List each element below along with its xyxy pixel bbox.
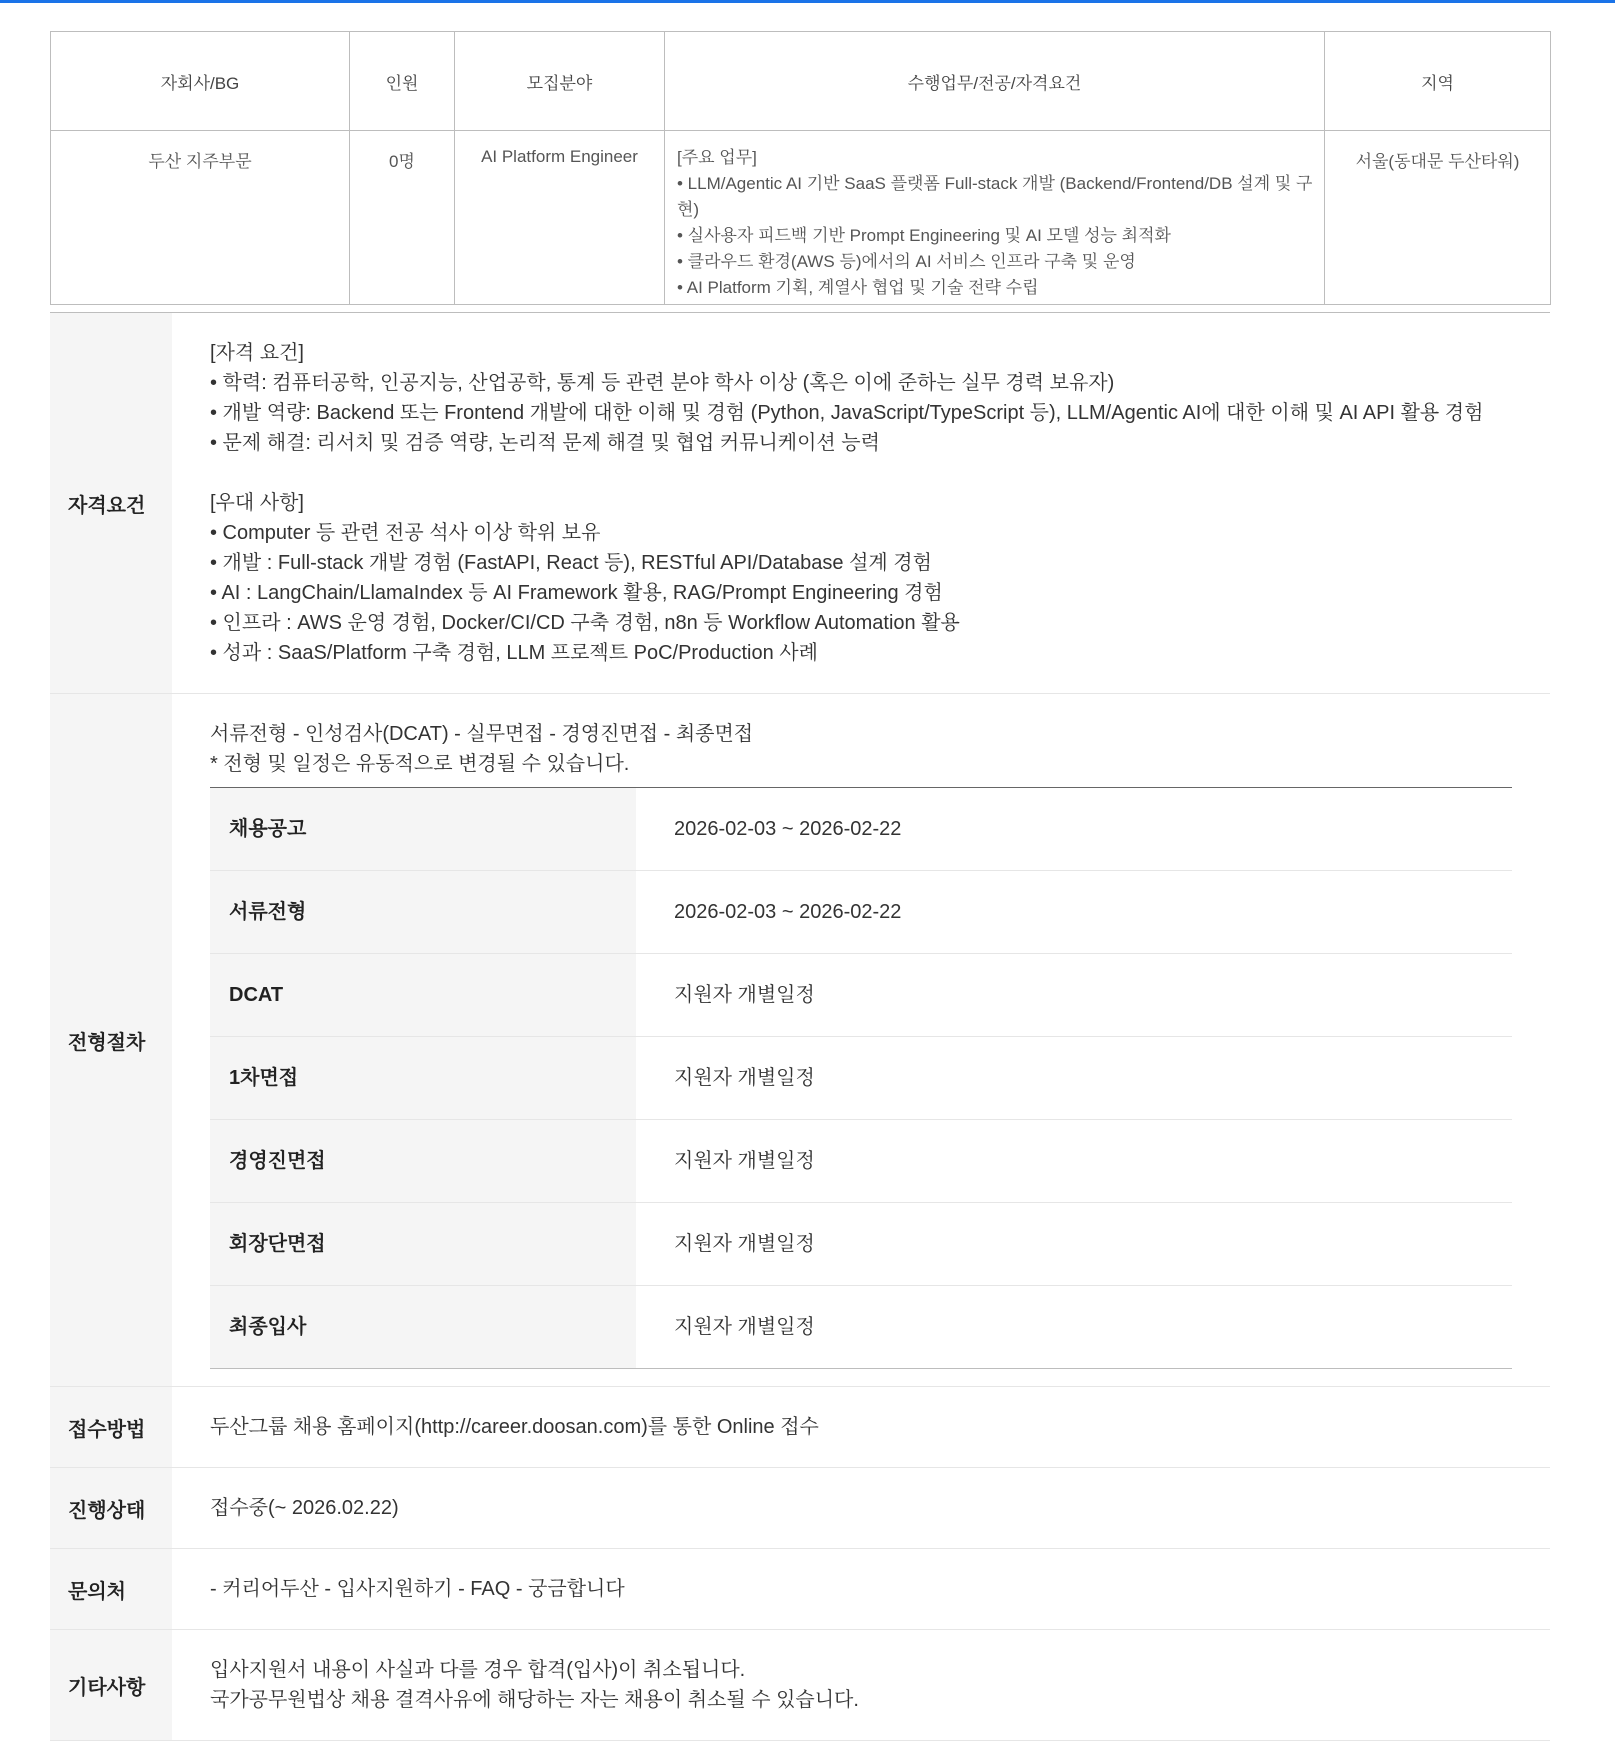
schedule-stage: 최종입사 [210, 1286, 636, 1369]
schedule-date: 지원자 개별일정 [636, 1120, 1512, 1203]
apply-method-content [172, 1387, 1550, 1467]
list-item: • AI : LangChain/LlamaIndex 등 AI Framework 활용, RAG/Prompt Engineering 경험 [210, 582, 943, 604]
header-duties: 수행업무/전공/자격요건 [665, 32, 1325, 131]
etc-line: 국가공무원법상 채용 결격사유에 해당하는 자는 채용이 취소될 수 있습니다. [210, 1689, 859, 1711]
apply-method-label: 접수방법 [50, 1387, 172, 1467]
list-item: • 인프라 : AWS 운영 경험, Docker/CI/CD 구축 경험, n8n 등 Workflow Automation 활용 [210, 612, 960, 634]
status-content [172, 1468, 1550, 1548]
list-item: • 개발 역량: Backend 또는 Frontend 개발에 대한 이해 및 경험 (Python, JavaScript/TypeScript 등), LLM/Agentic AI에 대한 이해 및 AI API 활용 경험 [210, 402, 1484, 424]
list-item: • 문제 해결: 리서치 및 검증 역량, 논리적 문제 해결 및 협업 커뮤니케이션 능력 [210, 432, 880, 454]
etc-content [172, 1630, 1550, 1740]
job-table-header-row [51, 32, 1551, 131]
process-content [172, 694, 1550, 1386]
header-affiliate: 자회사/BG [51, 32, 350, 131]
table-row [210, 788, 1512, 871]
top-accent-bar [0, 0, 1615, 3]
schedule-date: 지원자 개별일정 [636, 1286, 1512, 1369]
schedule-date: 지원자 개별일정 [636, 1037, 1512, 1120]
list-item: • Computer 등 관련 전공 석사 이상 학위 보유 [210, 522, 601, 544]
schedule-table [210, 787, 1512, 1369]
header-headcount: 인원 [350, 32, 455, 131]
list-item: • 학력: 컴퓨터공학, 인공지능, 산업공학, 통계 등 관련 분야 학사 이상 (혹은 이에 준하는 실무 경력 보유자) [210, 372, 1115, 394]
qualifications-content [172, 313, 1550, 693]
schedule-stage: DCAT [210, 954, 636, 1037]
process-flow: 서류전형 - 인성검사(DCAT) - 실무면접 - 경영진면접 - 최종면접 [210, 723, 754, 745]
etc-row [50, 1630, 1550, 1741]
cell-affiliate: 두산 지주부문 [51, 131, 350, 305]
table-row [210, 1037, 1512, 1120]
schedule-stage: 채용공고 [210, 788, 636, 871]
etc-line: 입사지원서 내용이 사실과 다를 경우 합격(입사)이 취소됩니다. [210, 1659, 746, 1681]
duty-item: • 실사용자 피드백 기반 Prompt Engineering 및 AI 모델 성능 최적화 [677, 226, 1171, 245]
preferred-title: [우대 사항] [210, 492, 304, 514]
header-region: 지역 [1325, 32, 1551, 131]
table-row [51, 131, 1551, 305]
schedule-date: 2026-02-03 ~ 2026-02-22 [674, 818, 902, 840]
table-row [210, 871, 1512, 954]
status-row [50, 1468, 1550, 1549]
schedule-stage: 서류전형 [210, 871, 636, 954]
status-text: 접수중(~ 2026.02.22) [210, 1497, 399, 1519]
schedule-stage: 경영진면접 [210, 1120, 636, 1203]
duty-item: • LLM/Agentic AI 기반 SaaS 플랫폼 Full-stack 개발 (Backend/Frontend/DB 설계 및 구현) [677, 174, 1313, 219]
apply-method-row [50, 1387, 1550, 1468]
apply-method-text: 두산그룹 채용 홈페이지(http://career.doosan.com)를 통한 Online 접수 [210, 1416, 819, 1438]
process-label: 전형절차 [50, 694, 172, 1386]
table-row [210, 1120, 1512, 1203]
table-row [210, 1286, 1512, 1369]
cell-headcount: 0명 [350, 131, 455, 305]
table-row [210, 1203, 1512, 1286]
contact-label: 문의처 [50, 1549, 172, 1629]
contact-text: - 커리어두산 - 입사지원하기 - FAQ - 궁금합니다 [210, 1578, 625, 1600]
header-field: 모집분야 [455, 32, 665, 131]
table-row [210, 954, 1512, 1037]
schedule-stage: 회장단면접 [210, 1203, 636, 1286]
etc-label: 기타사항 [50, 1630, 172, 1740]
status-label: 진행상태 [50, 1468, 172, 1548]
process-row [50, 694, 1550, 1387]
contact-content [172, 1549, 1550, 1629]
job-summary-table [50, 31, 1551, 305]
duties-title: [주요 업무] [677, 148, 757, 167]
cell-duties [665, 131, 1325, 305]
spacer [210, 458, 1550, 488]
cell-field: AI Platform Engineer [455, 131, 665, 305]
contact-row [50, 1549, 1550, 1630]
schedule-date: 지원자 개별일정 [636, 1203, 1512, 1286]
process-note: * 전형 및 일정은 유동적으로 변경될 수 있습니다. [210, 753, 630, 775]
duty-item: • AI Platform 기획, 계열사 협업 및 기술 전략 수립 [677, 278, 1039, 297]
qualifications-label: 자격요건 [50, 313, 172, 693]
schedule-stage: 1차면접 [210, 1037, 636, 1120]
duty-item: • 클라우드 환경(AWS 등)에서의 AI 서비스 인프라 구축 및 운영 [677, 252, 1136, 271]
cell-region: 서울(동대문 두산타워) [1325, 131, 1551, 305]
requirements-title: [자격 요건] [210, 342, 304, 364]
schedule-date: 2026-02-03 ~ 2026-02-22 [636, 871, 1512, 954]
list-item: • 성과 : SaaS/Platform 구축 경험, LLM 프로젝트 PoC/Production 사례 [210, 642, 818, 664]
qualifications-row [50, 313, 1550, 694]
schedule-date: 지원자 개별일정 [636, 954, 1512, 1037]
job-detail-section [50, 312, 1550, 1741]
list-item: • 개발 : Full-stack 개발 경험 (FastAPI, React 등), RESTful API/Database 설계 경험 [210, 552, 932, 574]
